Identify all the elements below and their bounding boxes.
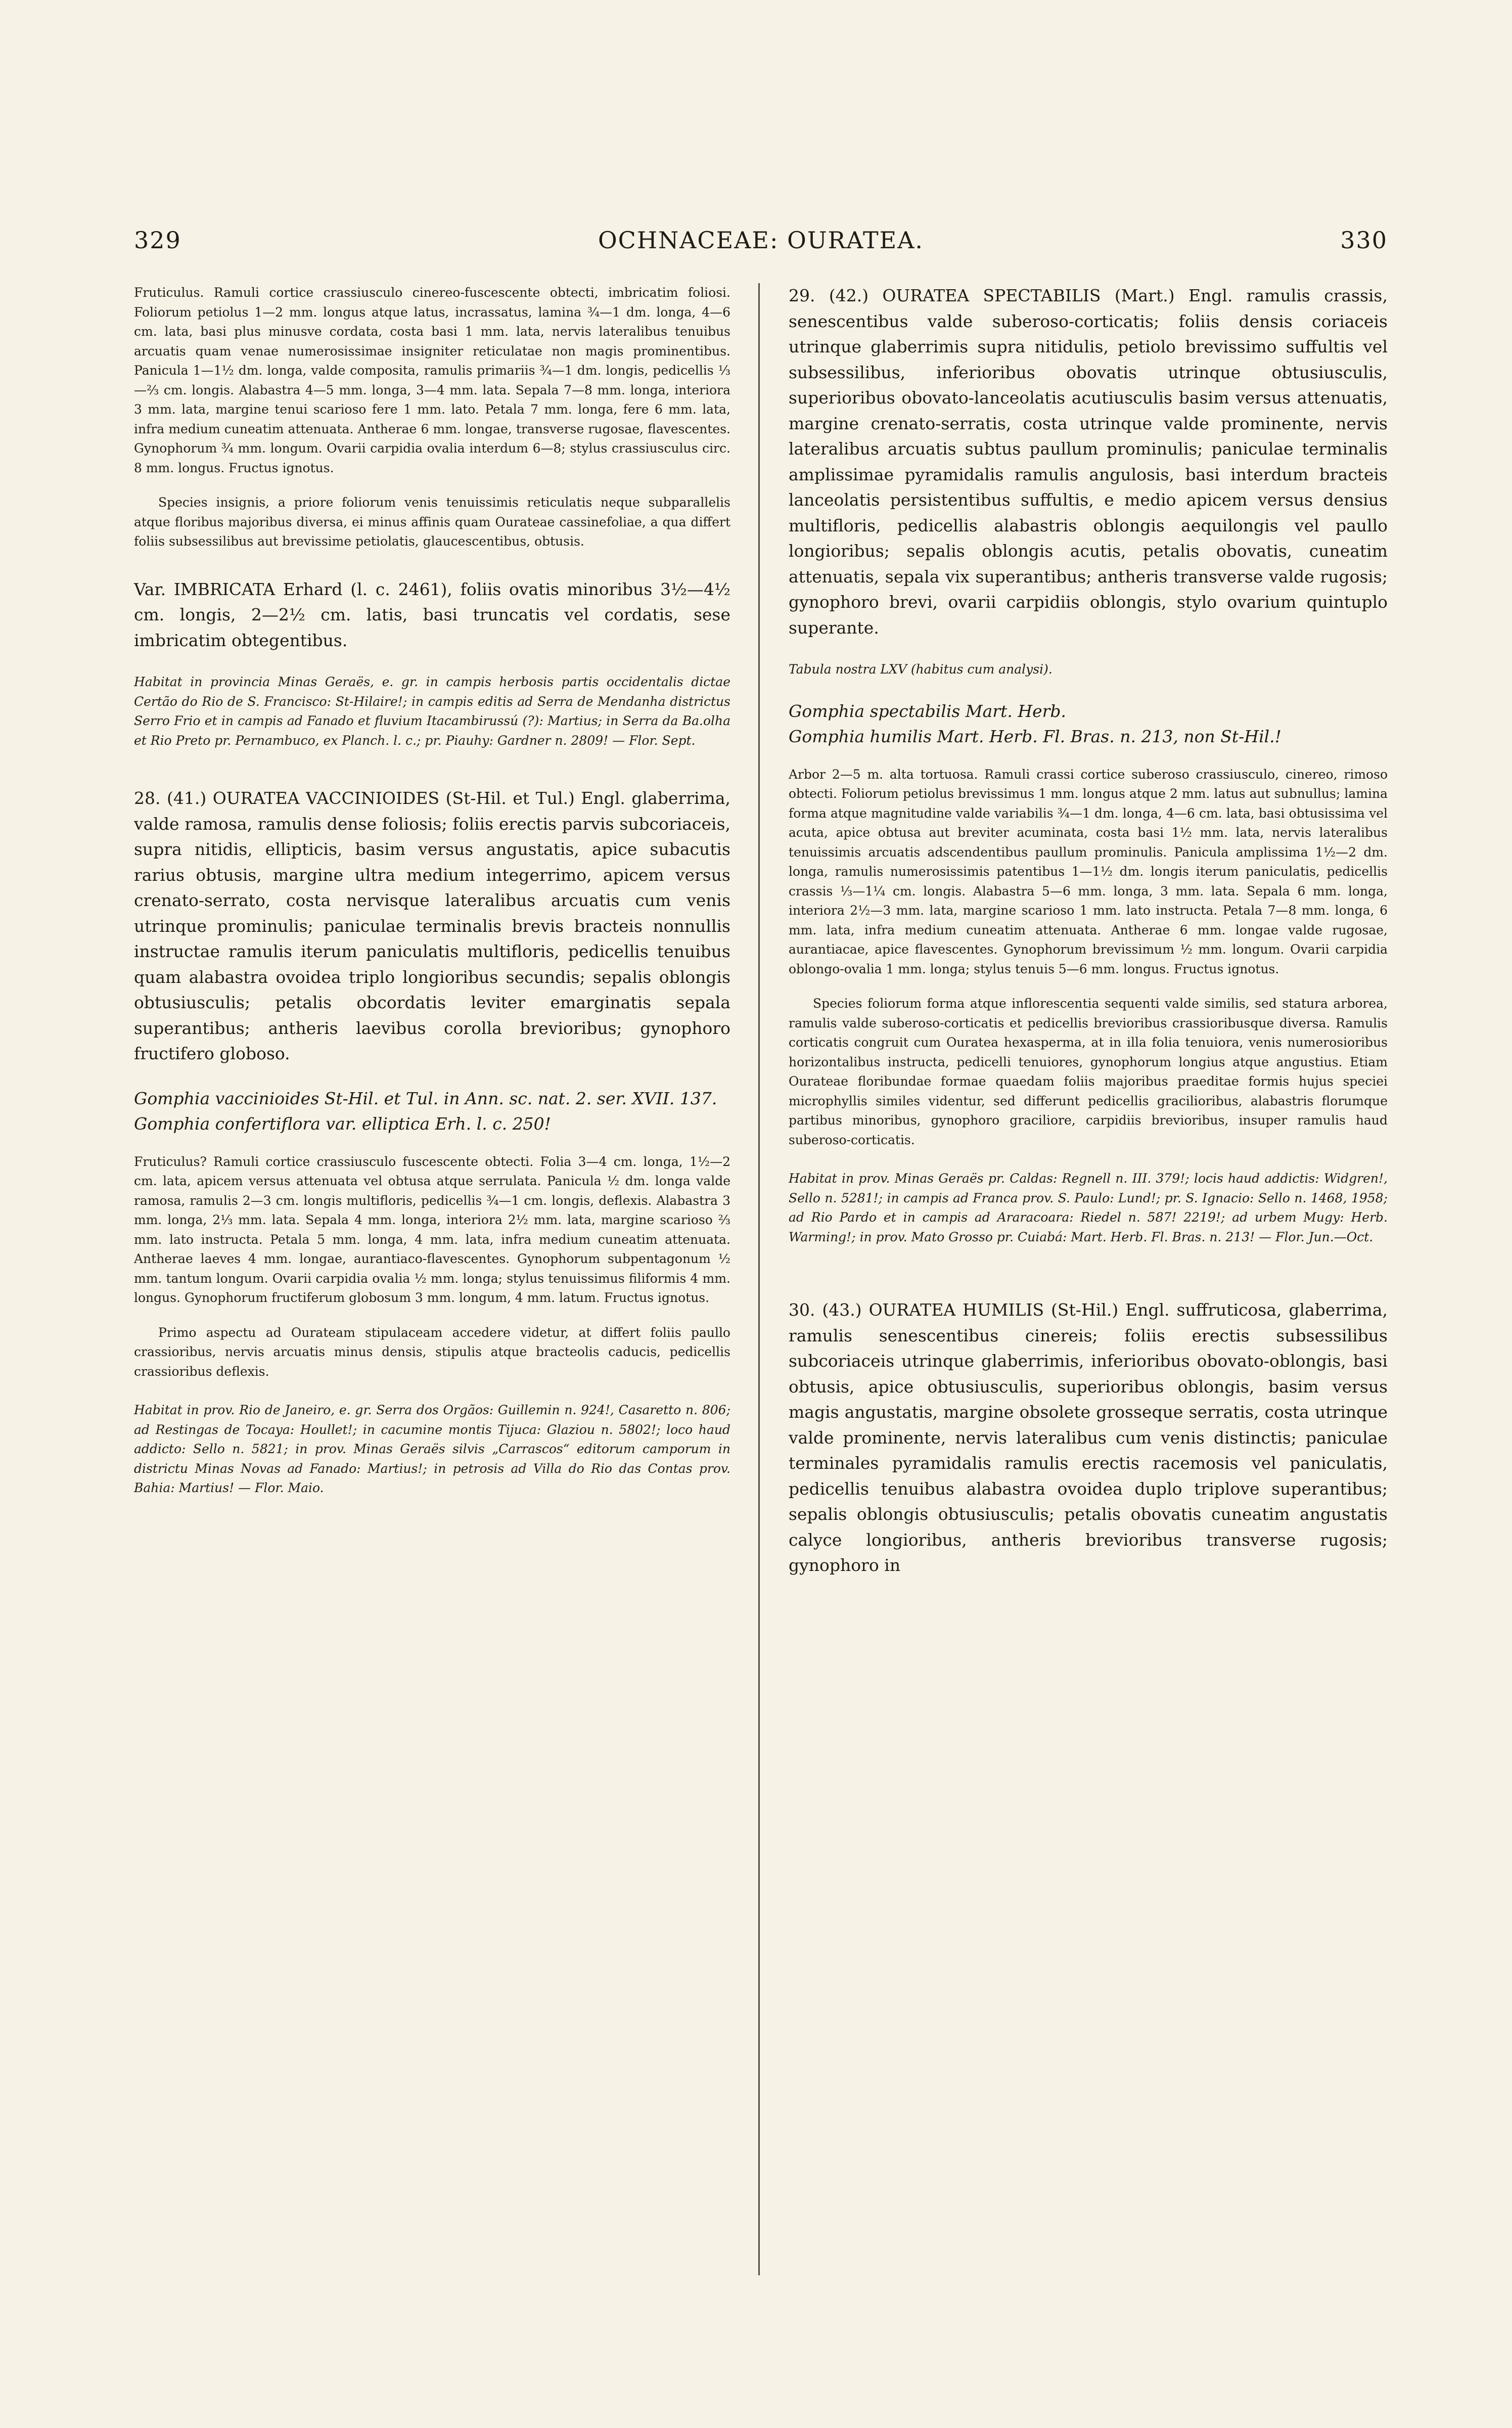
species-28-habitat: Habitat in prov. Rio de Janeiro, e. gr. Serra dos Orgãos: Guillemin n. 924!, Casaretto n. 806; ad Restingas de Tocaya: Houllet!; in cacumine montis Tijuca: Glaziou n. 5802!; loco haud addicto: Sello n. 5821; in prov. Minas Geraës silvis „Carrascos“ editorum camporum in districtu Minas Novas ad Fanado: Martius!; in petrosis ad Villa do Rio das Contas prov. Bahia: Martius! — Flor. Maio.: [134, 1403, 730, 1495]
running-title: OCHNACEAE: OURATEA.: [598, 227, 924, 254]
tabula-reference: Tabula nostra LXV (habitus cum analysi).: [789, 662, 1052, 677]
species-30-diagnosis: 30. (43.) OURATEA HUMILIS (St-Hil.) Engl. suffruticosa, glaberrima, ramulis senescentibus cinereis; foliis erectis subsessilibus subcoriaceis utrinque glaberrimis, inferioribus obovato-oblongis, basi obtusis, apice obtusiusculis, superioribus oblongis, basim versus magis angustatis, margine obsolete grosseque serratis, costa utrinque valde prominente, nervis lateralibus cum venis distinctis; paniculae terminales pyramidalis ramulis erectis racemosis vel paniculatis, pedicellis tenuibus alabastra ovoidea duplo triplove superantibus; sepalis oblongis obtusiusculis; petalis obovatis cuneatim angustatis calyce longioribus, antheris brevioribus transverse rugosis; gynophoro in: [789, 1300, 1388, 1575]
fruticulus-description: Fruticulus. Ramuli cortice crassiusculo cinereo-fuscescente obtecti, imbricatim foliosi. Foliorum petiolus 1—2 mm. longus atque latus, incrassatus, lamina ¾—1 dm. longa, 4—6 cm. lata, basi plus minusve cordata, costa basi 1 mm. lata, nervis lateralibus tenuibus arcuatis quam venae numerosissimae insigniter reticulatae non magis prominentibus. Panicula 1—1½ dm. longa, valde composita, ramulis primariis ¾—1 dm. longis, pedicellis ⅓—⅔ cm. longis. Alabastra 4—5 mm. longa, 3—4 mm. lata. Sepala 7—8 mm. longa, interiora 3 mm. lata, margine tenui scarioso fere 1 mm. lato. Petala 7 mm. longa, fere 6 mm. lata, infra medium cuneatim attenuata. Antherae 6 mm. longae, transverse rugosae, flavescentes. Gynophorum ¾ mm. longum. Ovarii carpidia ovalia interdum 6—8; stylus crassiusculus circ. 8 mm. longus. Fructus ignotus.: [134, 285, 730, 475]
species-28-note: Primo aspectu ad Ourateam stipulaceam accedere videtur, at differt foliis paullo crassioribus, nervis arcuatis minus densis, stipulis atque bracteolis caducis, pedicellis crassioribus deflexis.: [134, 1325, 730, 1379]
synonym-28a: Gomphia vaccinioides St-Hil. et Tul. in Ann. sc. nat. 2. ser. XVII. 137.: [134, 1088, 717, 1108]
page-number-right: 330: [1340, 227, 1388, 254]
species-28-diagnosis: 28. (41.) OURATEA VACCINIOIDES (St-Hil. et Tul.) Engl. glaberrima, valde ramosa, ramulis dense foliosis; foliis erectis parvis subcoriaceis, supra nitidis, ellipticis, basim versus angustatis, apice subacutis rarius obtusis, margine ultra medium integerrimo, apicem versus crenato-serrato, costa nervisque lateralibus arcuatis cum venis utrinque prominulis; paniculae terminalis brevis bracteis nonnullis instructae ramulis iterum paniculatis multifloris, pedicellis tenuibus quam alabastra ovoidea triplo longioribus secundis; sepalis oblongis obtusiusculis; petalis obcordatis leviter emarginatis sepala superantibus; antheris laevibus corolla brevioribus; gynophoro fructifero globoso.: [134, 788, 730, 1063]
running-head: [134, 227, 1388, 257]
species-29-note: Species foliorum forma atque inflorescentia sequenti valde similis, sed statura arborea, ramulis valde suberoso-corticatis et pedicellis brevioribus crassioribusque diversa. Ramulis corticatis congruit cum Ouratea hexasperma, at in illa folia tenuiora, venis numerosioribus horizontalibus instructa, pedicelli tenuiores, gynophorum longius atque angustius. Etiam Ourateae floribundae formae quaedam foliis majoribus praeditae formis hujus speciei microphyllis similes videntur, sed differunt pedicellis gracilioribus, alabastris florumque partibus minoribus, gynophoro graciliore, carpidiis brevioribus, insuper ramulis haud suberoso-corticatis.: [789, 996, 1388, 1147]
var-imbricata: Var. IMBRICATA Erhard (l. c. 2461), foliis ovatis minoribus 3½—4½ cm. longis, 2—2½ cm. latis, basi truncatis vel cordatis, sese imbricatim obtegentibus.: [134, 579, 730, 650]
right-column: [789, 283, 1388, 1579]
synonym-28b: Gomphia confertiflora var. elliptica Erh. l. c. 250!: [134, 1114, 551, 1134]
species-note: Species insignis, a priore foliorum venis tenuissimis reticulatis neque subparallelis atque floribus majoribus diversa, ei minus affinis quam Ourateae cassinefoliae, a qua differt foliis subsessilibus aut brevissime petiolatis, glaucescentibus, obtusis.: [134, 495, 730, 549]
column-divider: [758, 283, 760, 2275]
synonym-29a: Gomphia spectabilis Mart. Herb.: [789, 701, 1067, 721]
left-column: [134, 283, 730, 1498]
synonym-29b: Gomphia humilis Mart. Herb. Fl. Bras. n. 213, non St-Hil.!: [789, 727, 1281, 746]
species-28-description: Fruticulus? Ramuli cortice crassiusculo fuscescente obtecti. Folia 3—4 cm. longa, 1½—2 cm. lata, apicem versus attenuata vel obtusa atque serrulata. Panicula ½ dm. longa valde ramosa, ramulis 2—3 cm. longis multifloris, pedicellis ¾—1 cm. longis, deflexis. Alabastra 3 mm. longa, 2⅓ mm. lata. Sepala 4 mm. longa, interiora 2½ mm. lata, margine scarioso ⅔ mm. lato instructa. Petala 5 mm. longa, 4 mm. lata, infra medium cuneatim attenuata. Antherae laeves 4 mm. longae, aurantiaco-flavescentes. Gynophorum subpentagonum ½ mm. tantum longum. Ovarii carpidia ovalia ½ mm. longa; stylus tenuissimus filiformis 4 mm. longus. Gynophorum fructiferum globosum 3 mm. longum, 4 mm. latum. Fructus ignotus.: [134, 1154, 730, 1305]
species-29-description: Arbor 2—5 m. alta tortuosa. Ramuli crassi cortice suberoso crassiusculo, cinereo, rimoso obtecti. Foliorum petiolus brevissimus 1 mm. longus atque 2 mm. latus aut subnullus; lamina forma atque magnitudine valde variabilis ¾—1 dm. longa, 4—6 cm. lata, basi obtusissima vel acuta, apice obtusa aut breviter acuminata, costa basi 1½ mm. lata, nervis lateralibus tenuissimis arcuatis adscendentibus paullum prominulis. Panicula amplissima 1½—2 dm. longa, ramulis numerosissimis patentibus 1—1½ dm. longis iterum paniculatis, pedicellis crassis ⅓—1¼ cm. longis. Alabastra 5—6 mm. longa, 3 mm. lata. Sepala 6 mm. longa, interiora 2½—3 mm. lata, margine scarioso 1 mm. lato instructa. Petala 7—8 mm. longa, 6 mm. lata, infra medium cuneatim attenuata. Antherae 6 mm. longae valde rugosae, aurantiacae, apice flavescentes. Gynophorum brevissimum ½ mm. longum. Ovarii carpidia oblongo-ovalia 1 mm. longa; stylus tenuis 5—6 mm. longus. Fructus ignotus.: [789, 767, 1388, 976]
habitat-paragraph: Habitat in provincia Minas Geraës, e. gr. in campis herbosis partis occidentalis dictae Certão do Rio de S. Francisco: St-Hilaire!; in campis editis ad Serra de Mendanha districtus Serro Frio et in campis ad Fanado et fluvium Itacambirussú (?): Martius; in Serra da Ba.olha et Rio Preto pr. Pernambuco, ex Planch. l. c.; pr. Piauhy: Gardner n. 2809! — Flor. Sept.: [134, 675, 730, 748]
page-number-left: 329: [134, 227, 181, 254]
species-29-diagnosis: 29. (42.) OURATEA SPECTABILIS (Mart.) Engl. ramulis crassis, senescentibus valde suberoso-corticatis; foliis densis coriaceis utrinque glaberrimis supra nitidulis, petiolo brevissimo suffultis vel subsessilibus, inferioribus obovatis utrinque obtusiusculis, superioribus obovato-lanceolatis acutiusculis basim versus attenuatis, margine crenato-serratis, costa utrinque valde prominente, nervis lateralibus arcuatis subtus paullum prominulis; paniculae terminalis amplissimae pyramidalis ramulis angulosis, basi interdum bracteis lanceolatis persistentibus suffultis, e medio apicem versus densius multifloris, pedicellis alabastris oblongis aequilongis vel paullo longioribus; sepalis oblongis acutis, petalis obovatis, cuneatim attenuatis, sepala vix superantibus; antheris transverse valde rugosis; gynophoro brevi, ovarii carpidiis oblongis, stylo ovarium quintuplo superante.: [789, 286, 1388, 638]
species-29-habitat: Habitat in prov. Minas Geraës pr. Caldas: Regnell n. III. 379!; locis haud addictis: Widgren!, Sello n. 5281!; in campis ad Franca prov. S. Paulo: Lund!; pr. S. Ignacio: Sello n. 1468, 1958; ad Rio Pardo et in campis ad Araracoara: Riedel n. 587! 2219!; ad urbem Mugy: Herb. Warming!; in prov. Mato Grosso pr. Cuiabá: Mart. Herb. Fl. Bras. n. 213! — Flor. Jun.—Oct.: [789, 1171, 1388, 1244]
